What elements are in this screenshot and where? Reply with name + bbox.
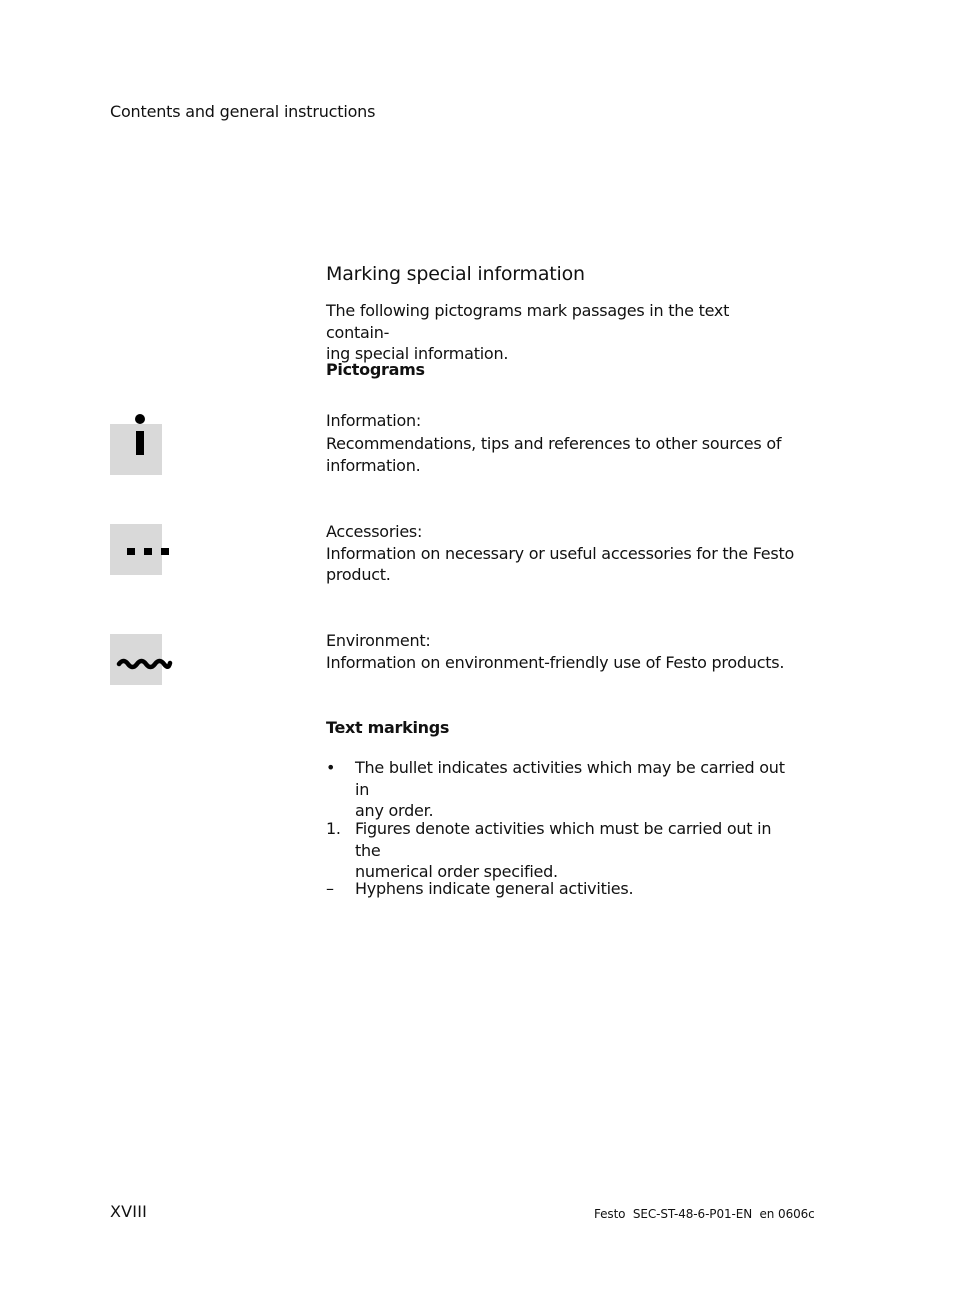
text-markings-heading: Text markings bbox=[326, 718, 450, 737]
bullet-marker: • bbox=[326, 758, 336, 777]
pictogram-text-line: Recommendations, tips and references to other sources of bbox=[326, 434, 782, 453]
list-line: Hyphens indicate general activities. bbox=[355, 879, 634, 898]
environment-description bbox=[326, 630, 796, 673]
list-item-text bbox=[355, 818, 795, 883]
list-item bbox=[326, 818, 796, 881]
running-header: Contents and general instructions bbox=[110, 102, 376, 121]
intro-line: ing special information. bbox=[326, 344, 509, 363]
list-line: any order. bbox=[355, 801, 434, 820]
hyphen-marker: – bbox=[326, 879, 334, 898]
environment-icon bbox=[110, 634, 162, 685]
accessories-description bbox=[326, 521, 796, 586]
information-icon bbox=[110, 424, 162, 475]
pictogram-label: Information: bbox=[326, 411, 422, 430]
document-id: Festo SEC-ST-48-6-P01-EN en 0606c bbox=[594, 1207, 815, 1221]
pictogram-label: Environment: bbox=[326, 631, 431, 650]
page-number: XVIII bbox=[110, 1202, 148, 1221]
pictogram-text-line: Information on environment-friendly use of Festo products. bbox=[326, 652, 785, 672]
intro-line: The following pictograms mark passages in the text contain- bbox=[326, 301, 730, 342]
information-description bbox=[326, 410, 796, 476]
pictogram-text-line: information. bbox=[326, 455, 421, 475]
pictogram-label: Accessories: bbox=[326, 522, 423, 541]
pictogram-text-line: product. bbox=[326, 565, 391, 584]
list-item-text bbox=[355, 757, 795, 822]
list-line: numerical order specified. bbox=[355, 862, 558, 881]
pictogram-text-line: Information on necessary or useful accessories for the Festo bbox=[326, 543, 795, 563]
section-title: Marking special information bbox=[326, 263, 585, 285]
list-line: The bullet indicates activities which may be carried out in bbox=[355, 758, 785, 799]
number-marker: 1. bbox=[326, 819, 341, 838]
list-line: Figures denote activities which must be carried out in the bbox=[355, 819, 772, 860]
pictograms-heading: Pictograms bbox=[326, 360, 425, 379]
list-item bbox=[326, 878, 796, 900]
accessories-icon bbox=[110, 524, 162, 575]
list-item-text bbox=[355, 878, 795, 900]
intro-paragraph bbox=[326, 300, 796, 365]
list-item bbox=[326, 757, 796, 820]
